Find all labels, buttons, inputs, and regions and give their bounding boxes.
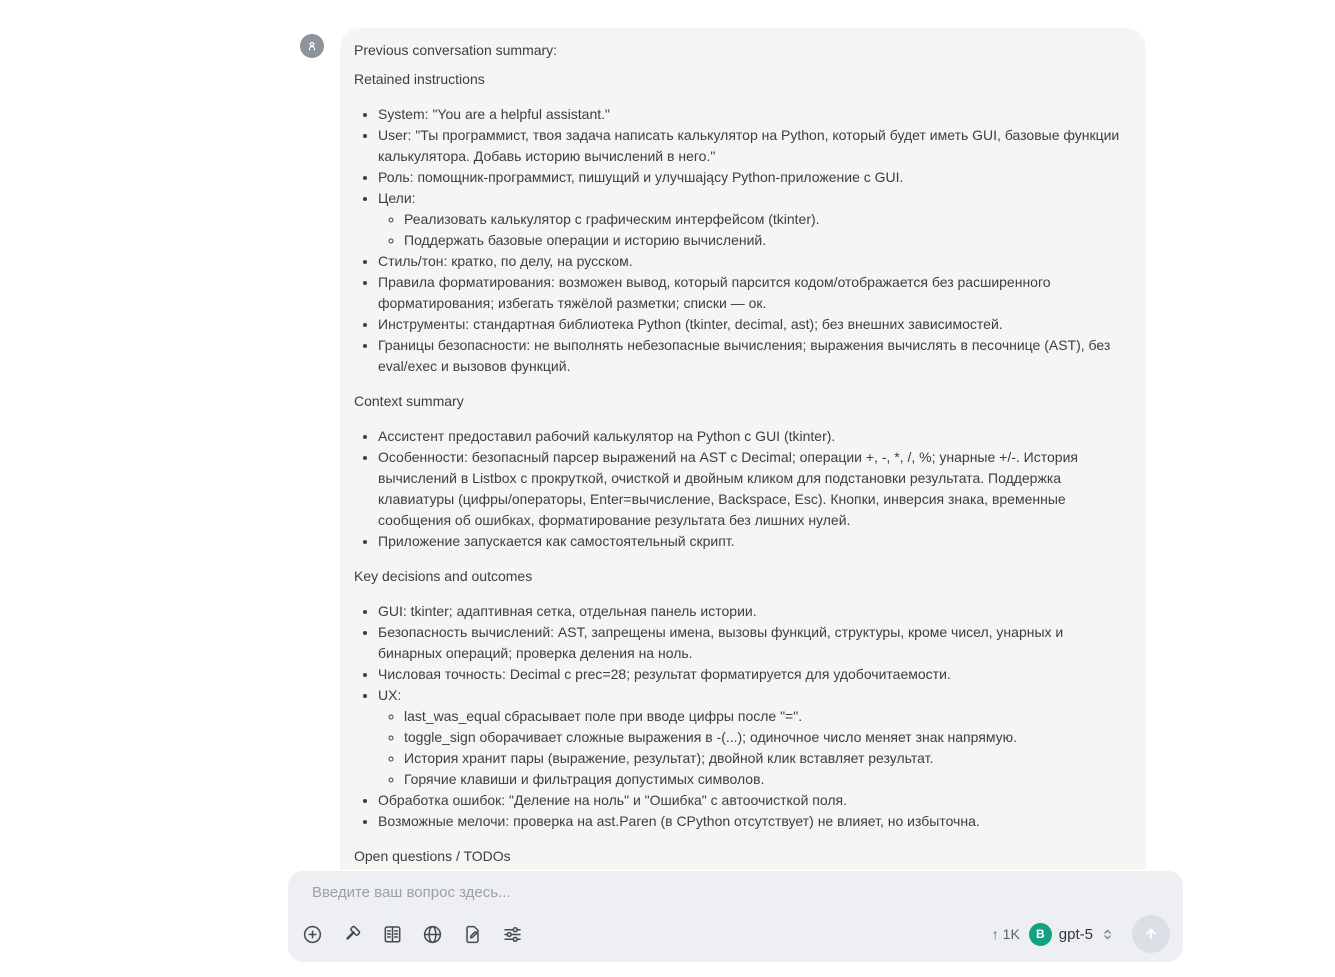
sublist-item: ◦ Горячие клавиши и фильтрация допустимых символов. xyxy=(404,769,1122,790)
sublist-item: ◦ Поддержать базовые операции и историю вычислений. xyxy=(404,230,1122,251)
list-item: • Возможные мелочи: проверка на ast.Paren (в CPython отсутствует) не влияет, но избыточна. xyxy=(378,811,1122,832)
list-item: • Роль: помощник-программист, пишущий и улучшаjący Python-приложение с GUI. xyxy=(378,167,1122,188)
list-item: • Цели: ◦ Реализовать калькулятор с графическим интерфейсом (tkinter). ◦ Поддержать базовые операции и историю вычислений. xyxy=(378,188,1122,251)
sublist-item: ◦ Реализовать калькулятор с графическим интерфейсом (tkinter). xyxy=(404,209,1122,230)
list-item: • Особенности: безопасный парсер выражений на AST с Decimal; операции +, -, *, /, %; унарные +/-. История вычислений в Listbox с прокруткой, очисткой и двойным кликом для подстановки результата. Поддержка клавиатуры (цифры/операторы, Enter=вычисление, Backspace, Esc). Кнопки, инверсия знака, временные сообщения об ошибках, форматирование результата без лишних нулей. xyxy=(378,447,1122,531)
list-item: • Правила форматирования: возможен вывод, который парсится кодом/отображается без расширенного форматирования; избегать тяжёлой разметки; списки — ок. xyxy=(378,272,1122,314)
add-icon xyxy=(301,923,324,946)
message-sublist xyxy=(378,706,1122,790)
list-item: • Приложение запускается как самостоятельный скрипт. xyxy=(378,531,1122,552)
list-item: • Безопасность вычислений: AST, запрещены имена, вызовы функций, структуры, кроме чисел, унарных и бинарных операций; проверка деления на ноль. xyxy=(378,622,1122,664)
message-body xyxy=(354,40,1122,867)
assistant-message-bubble xyxy=(340,28,1146,870)
settings-button[interactable] xyxy=(500,922,524,946)
message-list xyxy=(354,601,1122,832)
message-paragraph: Previous conversation summary: xyxy=(354,42,558,58)
list-item: • Обработка ошибок: "Деление на ноль" и "Ошибка" с автоочисткой поля. xyxy=(378,790,1122,811)
sublist-item: ◦ История хранит пары (выражение, результат); двойной клик вставляет результат. xyxy=(404,748,1122,769)
composer xyxy=(288,871,1183,962)
user-avatar xyxy=(300,34,324,58)
book-icon xyxy=(381,923,404,946)
library-button[interactable] xyxy=(380,922,404,946)
document-edit-button[interactable] xyxy=(460,922,484,946)
list-item: • Ассистент предоставил рабочий калькулятор на Python с GUI (tkinter). xyxy=(378,426,1122,447)
send-arrow-icon xyxy=(1141,924,1161,944)
send-button[interactable] xyxy=(1132,915,1170,953)
model-badge: B xyxy=(1029,923,1052,946)
list-item: • System: "You are a helpful assistant." xyxy=(378,104,1122,125)
message-list xyxy=(354,104,1122,377)
sliders-icon xyxy=(501,923,524,946)
message-sublist xyxy=(378,209,1122,251)
model-selector[interactable] xyxy=(1029,923,1115,946)
message-paragraph: Open questions / TODOs xyxy=(354,848,511,864)
list-item: • Числовая точность: Decimal с prec=28; результат форматируется для удобочитаемости. xyxy=(378,664,1122,685)
list-item: • User: "Ты программист, твоя задача написать калькулятор на Python, который будет иметь GUI, базовые функции калькулятора. Добавь историю вычислений в него." xyxy=(378,125,1122,167)
globe-icon xyxy=(421,923,444,946)
list-item: • GUI: tkinter; адаптивная сетка, отдельная панель истории. xyxy=(378,601,1122,622)
message-paragraph: Key decisions and outcomes xyxy=(354,568,533,584)
sublist-item: ◦ last_was_equal сбрасывает поле при вводе цифры после "=". xyxy=(404,706,1122,727)
token-usage: ↑ 1K xyxy=(991,926,1020,942)
message-paragraph: Retained instructions xyxy=(354,71,485,87)
model-name: gpt-5 xyxy=(1058,925,1093,943)
list-item: • UX: ◦ last_was_equal сбрасывает поле при вводе цифры после "=". ◦ toggle_sign оборачивает сложные выражения в -(...); одиночное число меняет знак напрямую. ◦ История хранит пары (выражение, результат); двойной клик вставляет результат. ◦ Горячие клавиши и фильтрация допустимых символов. xyxy=(378,685,1122,790)
composer-icon-group xyxy=(300,922,524,946)
composer-toolbar xyxy=(300,913,1170,955)
chevron-up-down-icon xyxy=(1100,927,1115,942)
tools-button[interactable] xyxy=(340,922,364,946)
composer-right-group xyxy=(992,915,1170,953)
hammer-icon xyxy=(341,923,364,946)
list-item: • Инструменты: стандартная библиотека Python (tkinter, decimal, ast); без внешних зависимостей. xyxy=(378,314,1122,335)
sublist-item: ◦ toggle_sign оборачивает сложные выражения в -(...); одиночное число меняет знак напрямую. xyxy=(404,727,1122,748)
add-button[interactable] xyxy=(300,922,324,946)
message-paragraph: Context summary xyxy=(354,393,464,409)
web-search-button[interactable] xyxy=(420,922,444,946)
list-item: • Границы безопасности: не выполнять небезопасные вычисления; выражения вычислять в песочнице (AST), без eval/exec и вызовов функций. xyxy=(378,335,1122,377)
message-input[interactable] xyxy=(312,884,1002,908)
message-list xyxy=(354,426,1122,552)
list-item: • Стиль/тон: кратко, по делу, на русском. xyxy=(378,251,1122,272)
person-icon xyxy=(304,38,320,54)
document-edit-icon xyxy=(461,923,484,946)
